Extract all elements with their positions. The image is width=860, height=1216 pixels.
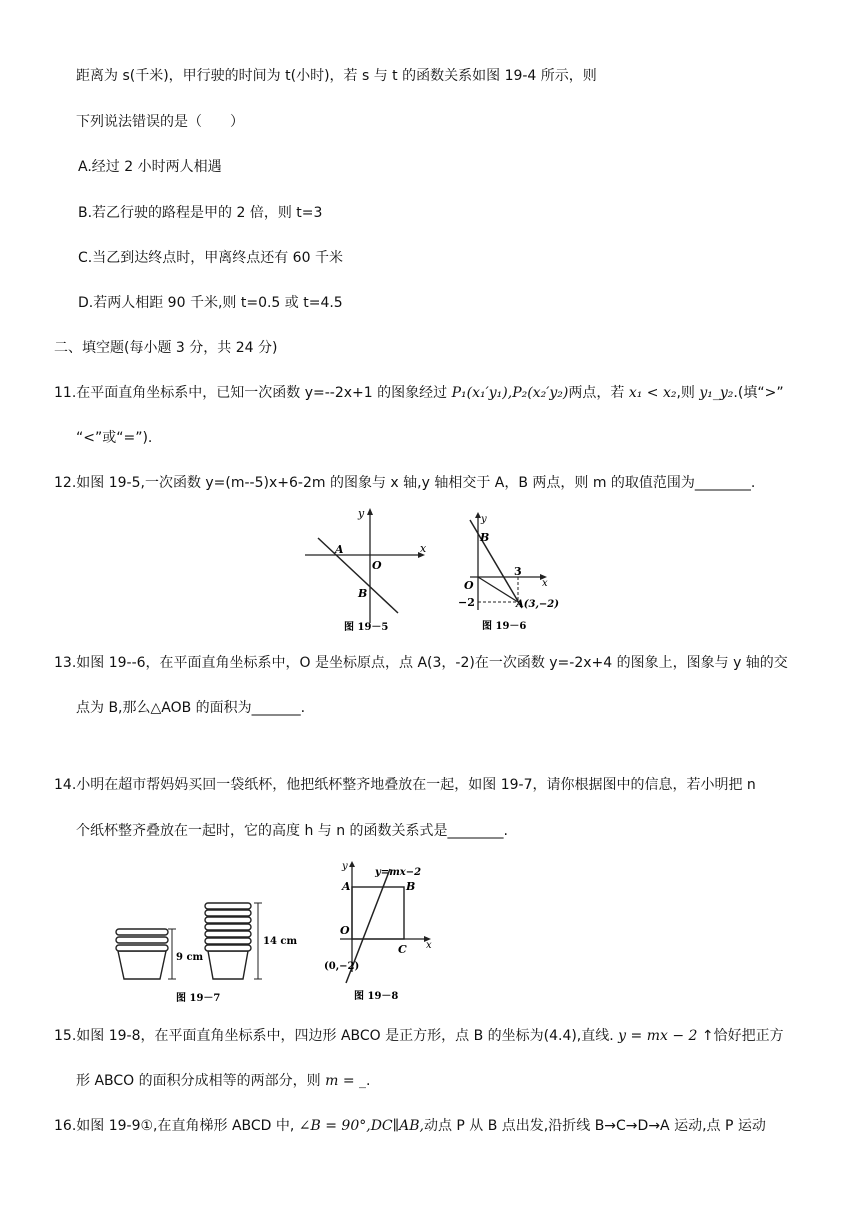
question-13-line-1: 13.如图 19--6，在平面直角坐标系中，O 是坐标原点，点 A(3，-2)在一次函数 y=-2x+4 的图象上，图象与 y 轴的交	[54, 655, 788, 671]
height-label-tall: 14 cm	[263, 936, 298, 947]
q15-text-b: ↑恰好把正方	[697, 1028, 784, 1044]
question-12: 12.如图 19-5,一次函数 y=(m--5)x+6-2m 的图象与 x 轴,y 轴相交于 A，B 两点，则 m 的取值范围为________.	[54, 475, 756, 491]
question-14-line-1: 14.小明在超市帮妈妈买回一袋纸杯，他把纸杯整齐地叠放在一起，如图 19-7，请你根据图中的信息，若小明把 n	[54, 777, 756, 793]
function-line	[318, 538, 398, 613]
option-c: C.当乙到达终点时，甲离终点还有 60 千米	[78, 250, 343, 266]
point-a-label: A	[335, 543, 344, 556]
q15-text-a: 15.如图 19-8，在平面直角坐标系中，四边形 ABCO 是正方形，点 B 的坐标为(4.4),直线.	[54, 1028, 619, 1044]
x-label: x	[426, 940, 432, 951]
option-a: A.经过 2 小时两人相遇	[78, 159, 222, 175]
q16-text-b: 动点 P 从 B 点出发,沿折线 B→C→D→A 运动,点 P 运动	[423, 1118, 766, 1134]
q15-text-c: 形 ABCO 的面积分成相等的两部分，则	[76, 1073, 326, 1089]
y-label: y	[358, 507, 365, 520]
option-d: D.若两人相距 90 千米,则 t=0.5 或 t=4.5	[78, 295, 343, 311]
q16-text-a: 16.如图 19-9①,在直角梯形 ABCD 中,	[54, 1118, 299, 1134]
question-11-line-2: “<”或“=”).	[76, 430, 153, 446]
q11-text-b: 两点，若	[568, 385, 629, 401]
q15-text-d: .	[366, 1073, 371, 1089]
point-c-label: C	[398, 943, 407, 956]
question-15-line-1	[54, 1026, 784, 1046]
y-label: y	[342, 861, 348, 872]
question-10-stem-line-1: 距离为 s(千米)，甲行驶的时间为 t(小时)，若 s 与 t 的函数关系如图 19-4 所示，则	[76, 68, 597, 84]
y-axis-arrow	[367, 508, 373, 515]
figure-19-7	[108, 893, 298, 1008]
figure-19-8-caption: 图 19－8	[354, 991, 399, 1002]
point-b-label: B	[358, 587, 368, 600]
point-a-label: A(3,−2)	[516, 599, 559, 610]
point-b-label: B	[406, 880, 416, 893]
point-b-label: B	[480, 531, 490, 544]
q11-text-d: .(填“>”	[733, 385, 784, 401]
cup-stack-small	[116, 929, 168, 979]
question-13-line-2: 点为 B,那么△AOB 的面积为_______.	[76, 700, 306, 716]
equation-label: y=mx−2	[375, 867, 422, 878]
figure-19-8	[320, 857, 440, 1005]
cup-stack-tall	[205, 903, 251, 979]
q15-math-m: m = _	[325, 1073, 366, 1089]
figure-19-7-caption: 图 19－7	[176, 993, 221, 1004]
question-15-line-2	[76, 1071, 370, 1091]
segment-oa	[478, 577, 518, 602]
height-label-small: 9 cm	[176, 952, 204, 963]
point-0-neg2-label: (0,−2)	[324, 961, 360, 972]
y-axis-arrow	[349, 861, 355, 867]
question-16-line-1	[54, 1116, 766, 1136]
origin-label: O	[372, 559, 382, 572]
figure-19-5-caption: 图 19－5	[344, 622, 389, 633]
figure-19-6-caption: 图 19－6	[482, 621, 527, 632]
q11-math-points: P₁(x₁′y₁),P₂(x₂′y₂)	[451, 385, 569, 401]
y-label: y	[481, 514, 487, 525]
section-heading: 二、填空题(每小题 3 分，共 24 分)	[54, 340, 278, 356]
square-abco	[352, 887, 404, 939]
tick-neg2-label: −2	[458, 596, 475, 609]
figure-19-5	[300, 505, 430, 635]
question-11-line-1	[54, 383, 784, 403]
figure-19-6	[450, 510, 560, 635]
q15-math-line: y = mx − 2	[618, 1028, 698, 1044]
question-14-line-2: 个纸杯整齐叠放在一起时，它的高度 h 与 n 的函数关系式是________.	[76, 823, 508, 839]
q11-text-a: 11.在平面直角坐标系中，已知一次函数 y=--2x+1 的图象经过	[54, 385, 452, 401]
tick-3-label: 3	[514, 565, 522, 578]
point-a-label: A	[342, 880, 351, 893]
option-b: B.若乙行驶的路程是甲的 2 倍，则 t=3	[78, 205, 323, 221]
x-label: x	[542, 578, 548, 589]
q11-text-c: ,则	[676, 385, 700, 401]
q16-math: ∠B = 90°,DC∥AB,	[298, 1118, 424, 1134]
q11-math-blank: y₁_y₂	[699, 385, 734, 401]
origin-label: O	[464, 579, 474, 592]
q11-math-condition: x₁ < x₂	[628, 385, 677, 401]
origin-label: O	[340, 924, 350, 937]
question-10-stem-line-2: 下列说法错误的是（ ）	[76, 114, 244, 130]
x-label: x	[420, 542, 427, 555]
